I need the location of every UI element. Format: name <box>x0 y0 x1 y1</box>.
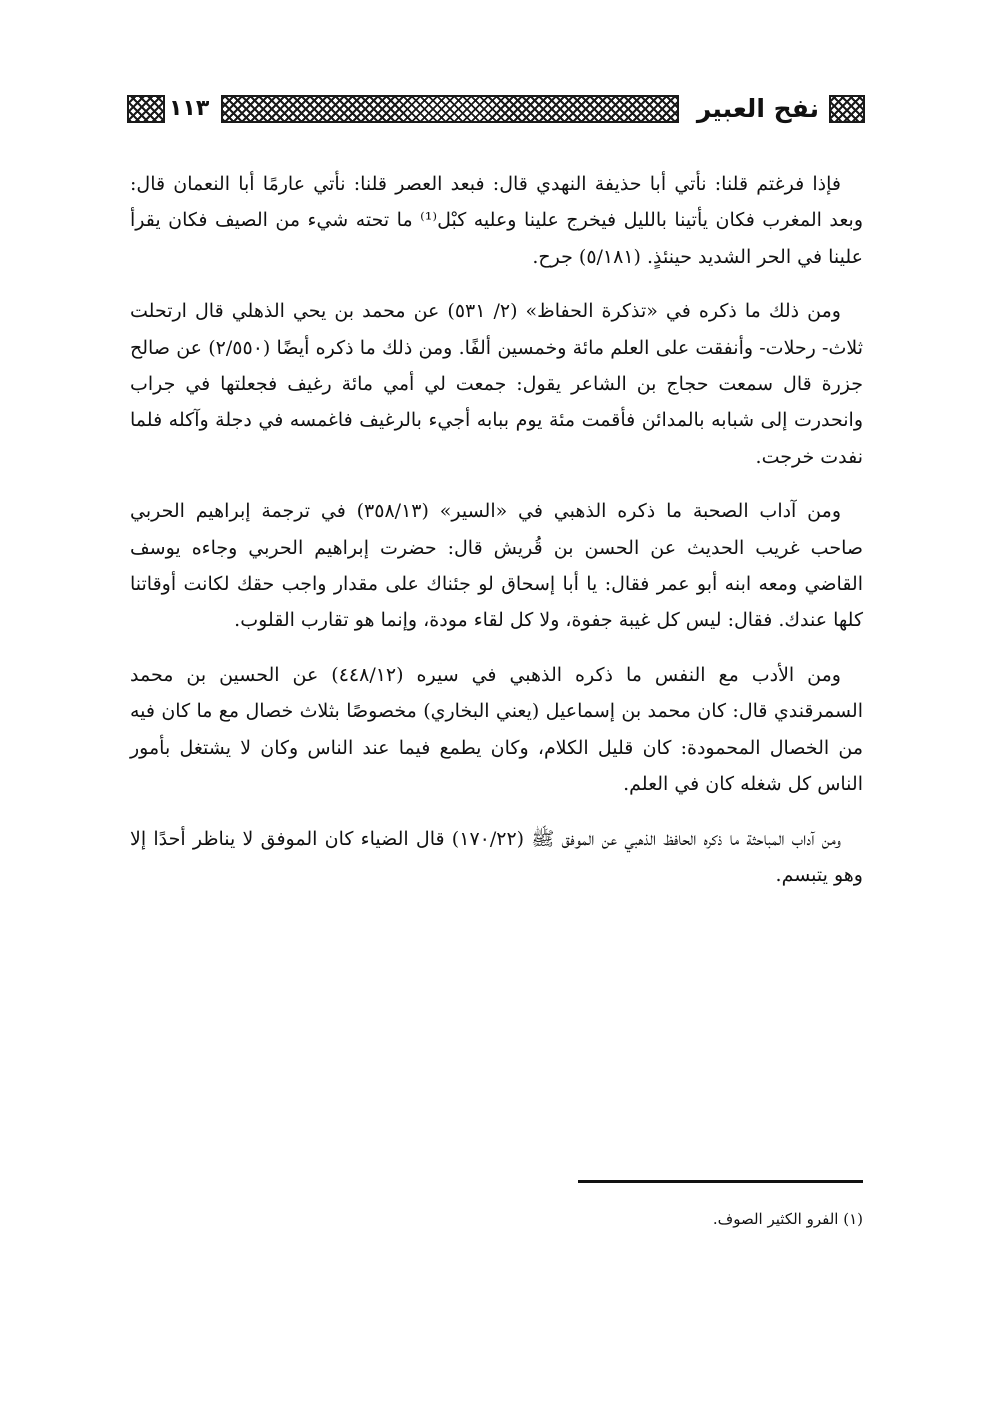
footnote: (١) الفرو الكثير الصوف. <box>712 1210 863 1228</box>
book-title: نفح العبير <box>696 94 819 123</box>
paragraph-3: ومن آداب الصحبة ما ذكره الذهبي في «السير» (٣٥٨/١٣) في ترجمة إبراهيم الحربي صاحب غريب الحديث عن الحسن بن قُريش قال: حضرت إبراهيم الحربي وجاءه يوسف القاضي ومعه ابنه أبو عمر فقال: يا أبا إسحاق لو جئناك على مقدار واجب حقك لكانت أوقاتنا كلها عندك. فقال: ليس كل غيبة جفوة، ولا كل لقاء مودة، وإنما هو تقارب القلوب. <box>130 500 863 632</box>
ornament-pattern-middle <box>221 95 679 123</box>
body-text <box>130 166 863 911</box>
paragraph-4: ومن الأدب مع النفس ما ذكره الذهبي في سيره (٤٤٨/١٢) عن الحسين بن محمد السمرقندي قال: كان محمد بن إسماعيل (يعني البخاري) مخصوصًا بثلاث خصال مع ما كان فيه من الخصال المحمودة: كان قليل الكلام، وكان يطمع فيما عند الناس وكان لا يشتغل بأمور الناس كل شغله كان في العلم. <box>130 663 863 796</box>
footnote-separator <box>578 1180 863 1183</box>
ornament-pattern-right <box>829 95 865 123</box>
ornament-pattern-left <box>127 95 165 123</box>
paragraph-2: ومن ذلك ما ذكره في «تذكرة الحفاظ» (٢/ ٥٣١) عن محمد بن يحي الذهلي قال ارتحلت ثلاث- رحلات- وأنفقت على العلم مائة وخمسين ألفًا. ومن ذلك ما ذكره أيضًا (٢/٥٥٠) عن صالح جزرة قال سمعت حجاج بن الشاعر يقول: جمعت لي أمي مائة رغيف فجعلتها في جراب وانحدرت إلى شبابه بالمدائن فأقمت مئة يوم ببابه أجيء بالرغيف فاغمسه في دجلة وآكله فلما نفدت خرجت. <box>130 300 863 468</box>
paragraph-5: ومن آداب المباحثة ما ذكره الحافظ الذهبي عن الموفق ﷺ (١٧٠/٢٢) قال الضياء كان الموفق لا يناظر أحدًا إلا وهو يتبسم. <box>130 827 863 886</box>
page-number: ١١٣ <box>169 96 210 121</box>
paragraph-1: فإذا فرغتم قلنا: نأتي أبا حذيفة النهدي قال: فبعد العصر قلنا: نأتي عارمًا أبا النعمان قال: وبعد المغرب فكان يأتينا بالليل فيخرج علينا وعليه كبْل⁽¹⁾ ما تحته شيء من الصيف فكان يقرأ علينا في الحر الشديد حينئذٍ. (٥/١٨١) جرح. <box>130 173 863 268</box>
running-header <box>127 92 865 126</box>
